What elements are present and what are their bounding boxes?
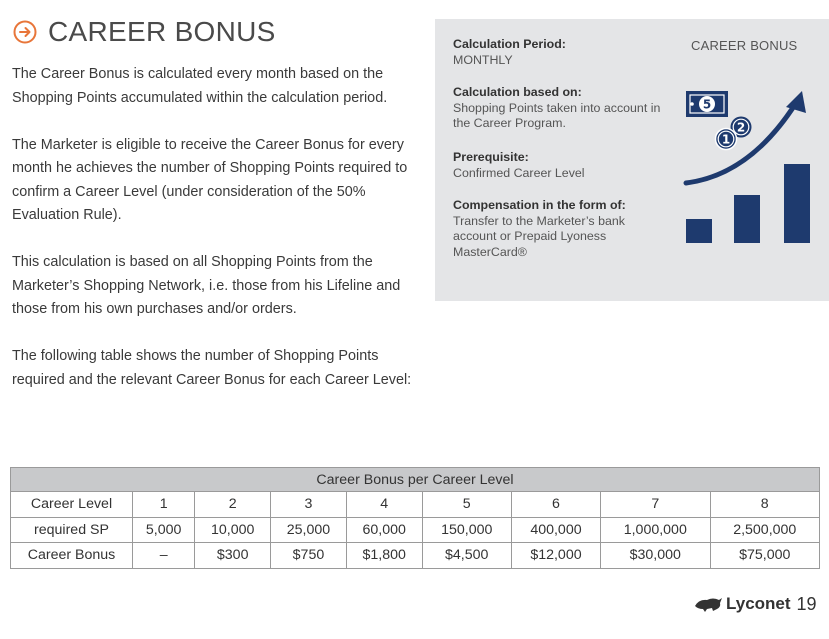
lyconet-logo-icon <box>693 595 723 613</box>
table-cell: 60,000 <box>346 517 422 543</box>
table-cell: $75,000 <box>710 543 820 569</box>
page-title-text: CAREER BONUS <box>48 16 276 47</box>
info-compensation <box>453 198 668 260</box>
table-cell: 1 <box>133 492 195 518</box>
row-header: required SP <box>11 517 133 543</box>
svg-text:5: 5 <box>702 97 712 112</box>
table-cell: 400,000 <box>511 517 600 543</box>
arrow-circle-right-icon <box>12 19 38 45</box>
table-cell: $750 <box>271 543 347 569</box>
table-cell: $1,800 <box>346 543 422 569</box>
info-value: Confirmed Career Level <box>453 165 585 180</box>
table-cell: 2,500,000 <box>710 517 820 543</box>
info-box <box>435 19 829 301</box>
banknote-icon <box>686 91 728 117</box>
page-footer <box>693 592 817 616</box>
paragraph: The Career Bonus is calculated every month based on the Shopping Points accumulated within the calculation period. <box>12 66 388 106</box>
info-value: MONTHLY <box>453 52 513 67</box>
table-cell: $12,000 <box>511 543 600 569</box>
growth-chart-icon <box>680 87 820 247</box>
table-cell: 3 <box>271 492 347 518</box>
table-row <box>11 517 820 543</box>
paragraph: The Marketer is eligible to receive the Career Bonus for every month he achieves the number of Shopping Points required to confirm a Career Level (under consideration of the 50% Evaluation Rule). <box>12 136 408 223</box>
svg-text:2: 2 <box>736 120 746 135</box>
bar-graph-icon <box>686 164 810 243</box>
info-calculation-period <box>453 37 663 68</box>
table-cell: $300 <box>195 543 271 569</box>
table-cell: $4,500 <box>422 543 511 569</box>
info-label: Compensation in the form of: <box>453 198 626 212</box>
table-cell: 2 <box>195 492 271 518</box>
coin-icon <box>716 129 737 150</box>
info-label: Calculation based on: <box>453 85 582 99</box>
info-box-tag: CAREER BONUS <box>691 38 798 53</box>
row-header: Career Bonus <box>11 543 133 569</box>
table-row <box>11 543 820 569</box>
table-caption: Career Bonus per Career Level <box>11 468 820 492</box>
info-label: Calculation Period: <box>453 37 566 51</box>
table-cell: 1,000,000 <box>601 517 710 543</box>
table-row <box>11 492 820 518</box>
paragraph: The following table shows the number of Shopping Points required and the relevant Career Bonus for each Career Level: <box>12 348 412 388</box>
career-bonus-table <box>10 467 820 569</box>
body-text <box>12 63 432 416</box>
info-value: Shopping Points taken into account in the Career Program. <box>453 100 661 130</box>
info-value: Transfer to the Marketer’s bank account or Prepaid Lyoness MasterCard® <box>453 213 625 259</box>
brand-name: Lyconet <box>726 594 791 613</box>
table-cell: 8 <box>710 492 820 518</box>
info-label: Prerequisite: <box>453 150 529 164</box>
table-cell: 7 <box>601 492 710 518</box>
table-cell: 4 <box>346 492 422 518</box>
row-header: Career Level <box>11 492 133 518</box>
info-prerequisite <box>453 150 663 181</box>
table-cell: 25,000 <box>271 517 347 543</box>
table-cell: 10,000 <box>195 517 271 543</box>
table-cell: – <box>133 543 195 569</box>
page-title <box>12 12 276 52</box>
table-cell: 150,000 <box>422 517 511 543</box>
table-cell: $30,000 <box>601 543 710 569</box>
table-cell: 5 <box>422 492 511 518</box>
table-cell: 6 <box>511 492 600 518</box>
paragraph: This calculation is based on all Shopping Points from the Marketer’s Shopping Network, i.e. those from his Lifeline and those from his own purchases and/or orders. <box>12 254 401 317</box>
info-calculation-basis <box>453 85 663 132</box>
svg-text:1: 1 <box>721 132 731 147</box>
table-cell: 5,000 <box>133 517 195 543</box>
page-number: 19 <box>796 593 817 614</box>
